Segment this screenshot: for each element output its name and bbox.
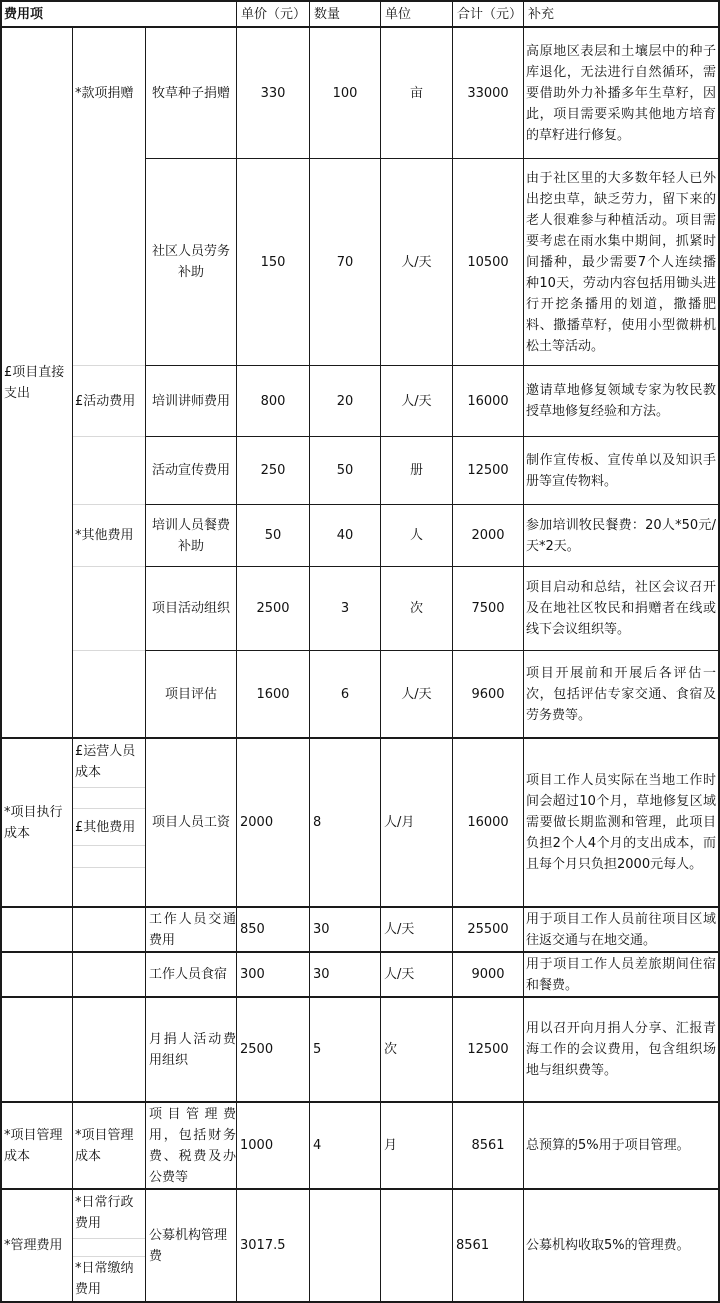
subcategory-donation: *款项捐赠 — [75, 85, 134, 101]
row-price: 50 — [264, 528, 282, 543]
grid-line — [72, 26, 73, 1303]
row-price: 150 — [260, 254, 286, 270]
category-direct-label: £项目直接支出 — [4, 364, 65, 401]
row-unit: 次 — [409, 601, 423, 616]
faint-grid-line — [73, 845, 145, 846]
row-total: 33000 — [467, 85, 509, 101]
faint-grid-line — [73, 436, 145, 437]
row-note-text: 高原地区表层和土壤层中的种子库退化，无法进行自然循环，需要借助外力补播多年生草籽，因此，项目需要采购其他地方培育的草籽进行修复。 — [526, 43, 716, 143]
row-price: 850 — [240, 922, 265, 937]
row-note — [526, 437, 716, 504]
subcategory-activity: £活动费用 — [75, 393, 136, 409]
row-unit: 人 — [409, 528, 423, 543]
row-name: 项目管理费用，包括财务费、税费及办公费等 — [149, 1106, 236, 1185]
row-name: 工作人员食宿 — [149, 967, 228, 982]
row-note-text: 公募机构收取5%的管理费。 — [526, 1238, 690, 1253]
header-item: 费用项 — [4, 6, 44, 22]
row-price: 330 — [260, 85, 286, 101]
row-total: 9600 — [471, 686, 505, 702]
row-name: 牧草种子捐赠 — [151, 85, 230, 101]
row-note — [526, 28, 716, 158]
row-qty: 70 — [336, 254, 354, 270]
row-unit — [381, 1190, 452, 1301]
row-note — [526, 1190, 716, 1301]
subcategory-ops: £运营人员成本 — [75, 744, 136, 780]
row-price: 2500 — [240, 1042, 274, 1057]
row-note — [526, 998, 716, 1101]
row-unit: 次 — [384, 1042, 398, 1057]
row-total: 9000 — [471, 967, 505, 982]
subcategory-other2: £其他费用 — [75, 819, 136, 835]
row-note-text: 用以召开向月捐人分享、汇报青海工作的会议费用，包含组织场地与组织费等。 — [526, 1021, 716, 1078]
row-unit: 人/天 — [401, 686, 432, 702]
header-price: 单价（元） — [241, 6, 307, 22]
row-qty: 40 — [336, 528, 354, 543]
faint-grid-line — [73, 1256, 145, 1257]
category-mgmt-cost — [3, 1103, 72, 1188]
row-qty: 50 — [336, 463, 354, 478]
row-note-text: 项目开展前和开展后各评估一次，包括评估专家交通、食宿及劳务费等。 — [526, 665, 716, 723]
row-total: 25500 — [467, 922, 509, 937]
row-note — [526, 651, 716, 737]
category-exec-label: *项目执行成本 — [4, 804, 63, 841]
row-qty: 4 — [313, 1138, 322, 1153]
row-note-text: 邀请草地修复领域专家为牧民教授草地修复经验和方法。 — [526, 383, 716, 419]
row-name: 培训人员餐费补助 — [151, 517, 230, 554]
row-qty: 30 — [313, 967, 330, 982]
row-note-text: 项目工作人员实际在当地工作时间会超过10个月，草地修复区域需要做长期监测和管理，此项目负担2个人4个月的支出成本，而且每个月只负担2000元每人。 — [526, 773, 716, 872]
row-note — [526, 505, 716, 566]
row-unit: 月 — [384, 1138, 398, 1153]
row-total: 8561 — [471, 1138, 505, 1153]
subcategory-other: *其他费用 — [75, 528, 134, 543]
row-total: 7500 — [471, 601, 505, 616]
row-price: 250 — [260, 463, 286, 478]
row-note-text: 总预算的5%用于项目管理。 — [526, 1138, 690, 1153]
row-price: 1600 — [256, 686, 290, 702]
row-qty: 6 — [340, 686, 350, 702]
faint-grid-line — [73, 867, 145, 868]
row-qty: 3 — [340, 601, 350, 616]
row-qty: 100 — [332, 85, 358, 101]
faint-grid-line — [73, 650, 145, 651]
row-name: 项目评估 — [164, 686, 217, 702]
row-note — [526, 739, 716, 906]
row-note — [526, 567, 716, 650]
subcategory-daily-admin: *日常行政费用 — [75, 1195, 134, 1231]
row-qty: 30 — [313, 922, 330, 937]
header-unit: 单位 — [385, 6, 412, 22]
row-note — [526, 1103, 716, 1188]
row-total: 2000 — [471, 528, 505, 543]
row-note-text: 用于项目工作人员差旅期间住宿和餐费。 — [526, 956, 716, 993]
row-note-text: 由于社区里的大多数年轻人已外出挖虫草，缺乏劳力，留下来的老人很难参与种植活动。项目需要考虑在雨水集中期间，抓紧时间播种，最少需要7个人连续播种10天，劳动内容包括用锄头进行开挖条播用的划道，撒播肥料、撒播草籽，使用小型微耕机松土等活动。 — [526, 170, 716, 354]
category-mgmt-fee-label: *管理费用 — [4, 1238, 63, 1253]
row-note-text: 参加培训牧民餐费：20人*50元/天*2天。 — [526, 517, 716, 554]
subcategory-mgmt-cost: *项目管理成本 — [75, 1127, 134, 1164]
row-unit: 人/天 — [384, 922, 415, 937]
row-note-text: 用于项目工作人员前往项目区域往返交通与在地交通。 — [526, 911, 716, 948]
row-name: 活动宣传费用 — [151, 463, 230, 478]
row-note — [526, 159, 716, 365]
row-unit: 人/天 — [401, 393, 432, 409]
row-price: 800 — [260, 393, 286, 409]
row-note-text: 项目启动和总结，社区会议召开及在地社区牧民和捐赠者在线或线下会议组织等。 — [526, 580, 716, 637]
subcategory-daily-pay: *日常缴纳费用 — [75, 1261, 134, 1297]
row-note — [526, 908, 716, 951]
header-total: 合计（元） — [457, 6, 523, 22]
row-note — [526, 953, 716, 996]
row-price: 2500 — [256, 601, 290, 616]
row-name: 项目活动组织 — [151, 601, 230, 616]
row-name: 项目人员工资 — [151, 815, 230, 830]
row-unit: 亩 — [409, 85, 423, 101]
row-qty — [310, 1190, 380, 1301]
row-qty: 8 — [313, 815, 322, 830]
row-total: 12500 — [467, 1042, 509, 1057]
row-name: 公募机构管理费 — [149, 1227, 228, 1264]
row-price: 2000 — [240, 815, 274, 830]
row-name: 月捐人活动费用组织 — [149, 1031, 236, 1068]
grid-line — [523, 0, 524, 1303]
category-direct — [3, 28, 72, 737]
row-total: 10500 — [467, 254, 509, 270]
row-price: 3017.5 — [240, 1238, 286, 1253]
row-note — [526, 366, 716, 436]
row-price: 300 — [240, 967, 265, 982]
row-total: 8561 — [456, 1238, 490, 1253]
faint-grid-line — [73, 787, 145, 788]
category-mgmt-fee — [3, 1190, 72, 1301]
category-mgmt-cost-label: *项目管理成本 — [4, 1127, 63, 1164]
header-note: 补充 — [528, 6, 555, 22]
row-name: 工作人员交通费用 — [149, 911, 236, 948]
row-total: 12500 — [467, 463, 509, 478]
row-unit: 人/月 — [384, 815, 415, 830]
row-note-text: 制作宣传板、宣传单以及知识手册等宣传物料。 — [526, 452, 716, 489]
row-unit: 册 — [409, 463, 423, 478]
header-qty: 数量 — [314, 6, 341, 22]
row-name: 培训讲师费用 — [151, 393, 230, 409]
faint-grid-line — [73, 1238, 145, 1239]
grid-line — [0, 0, 2, 1303]
row-total: 16000 — [467, 815, 509, 830]
row-qty: 5 — [313, 1042, 322, 1057]
row-name: 社区人员劳务补助 — [151, 244, 230, 280]
faint-grid-line — [73, 566, 145, 567]
category-exec — [3, 739, 72, 906]
row-qty: 20 — [336, 393, 354, 409]
row-unit: 人/天 — [401, 254, 432, 270]
row-total: 16000 — [467, 393, 509, 409]
row-price: 1000 — [240, 1138, 274, 1153]
row-unit: 人/天 — [384, 967, 415, 982]
